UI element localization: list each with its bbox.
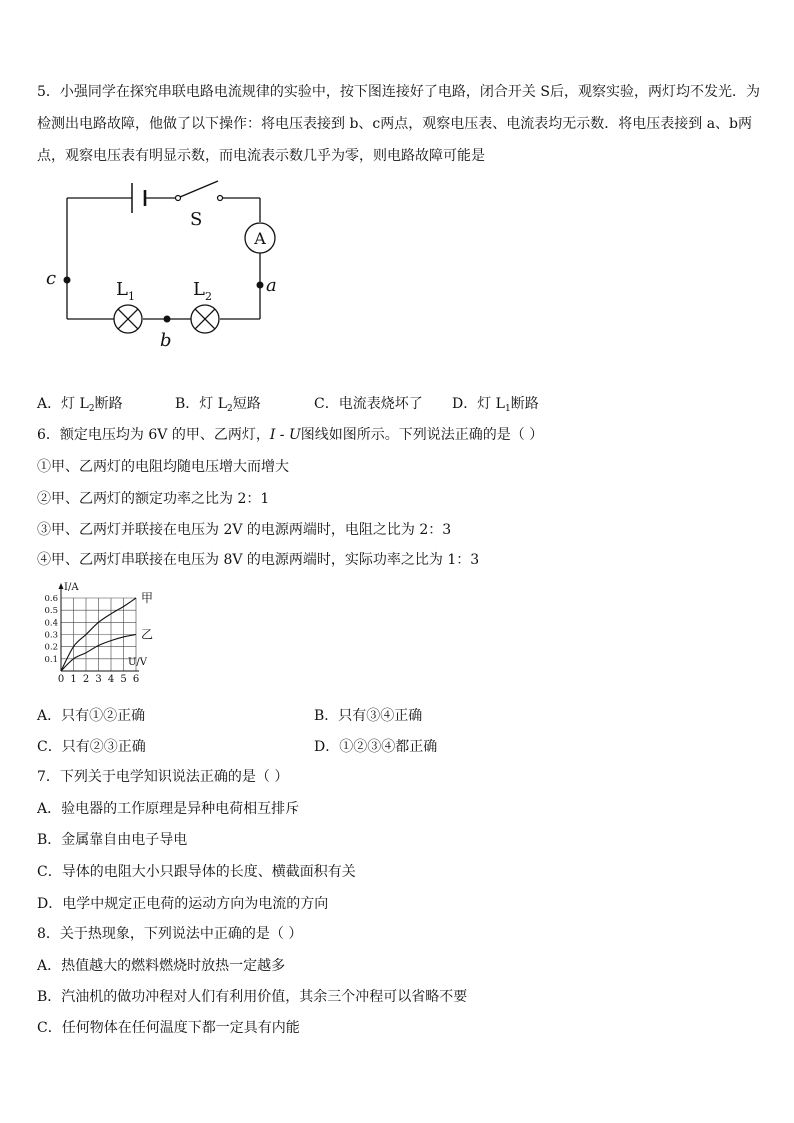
q6-statement-3: ③甲、乙两灯并联接在电压为 2V 的电源两端时，电阻之比为 2：3: [37, 522, 452, 538]
point-b-label: b: [160, 330, 172, 351]
q8-option-a: A．热值越大的燃料燃烧时放热一定越多: [37, 958, 286, 974]
lamp-l1-label: $L_1$: [116, 279, 135, 303]
y-axis-label: I/A: [64, 582, 79, 593]
q5-option-c: C．电流表烧坏了: [314, 396, 423, 412]
switch-blade: [180, 181, 218, 197]
q7-option-b: B．金属靠自由电子导电: [37, 832, 188, 848]
switch-pivot: [176, 196, 181, 201]
x-tick-label: 0: [57, 674, 65, 685]
q8-option-b: B．汽油机的做功冲程对人们有利用价值，其余三个冲程可以省略不要: [37, 989, 468, 1005]
q7-option-d: D．电学中规定正电荷的运动方向为电流的方向: [37, 896, 329, 912]
x-tick-label: 2: [82, 674, 90, 685]
y-tick-label: 0.6: [44, 594, 58, 604]
q5-stem-line-3: 点，观察电压表有明显示数，而电流表示数几乎为零，则电路故障可能是: [37, 148, 485, 164]
x-tick-label: 5: [120, 674, 127, 685]
q6-statement-4: ④甲、乙两灯串联接在电压为 8V 的电源两端时，实际功率之比为 1：3: [37, 552, 480, 568]
lamp-l2-label: $L_2$: [193, 279, 212, 303]
y-axis-arrow: [59, 583, 64, 589]
iu-graph: [37, 580, 167, 695]
q5-stem-line-2: 检测出电路故障，他做了以下操作：将电压表接到 b、c两点，观察电压表、电流表均无示数．将电压表接到 a、b两: [37, 116, 753, 132]
q6-option-d: D．①②③④都正确: [314, 739, 438, 755]
q7-stem: 7．下列关于电学知识说法正确的是（ ）: [37, 769, 289, 785]
y-tick-label: 0.2: [44, 642, 58, 653]
y-tick-label: 0.5: [44, 606, 58, 617]
q8-option-c: C．任何物体在任何温度下都一定具有内能: [37, 1020, 300, 1036]
node-b-dot: [164, 316, 171, 323]
q7-option-a: A．验电器的工作原理是异种电荷相互排斥: [37, 801, 300, 817]
point-c-label: c: [46, 268, 57, 289]
q6-option-b: B．只有③④正确: [314, 708, 423, 724]
q6-option-c: C．只有②③正确: [37, 739, 146, 755]
circuit-diagram: [30, 175, 290, 355]
q8-stem: 8．关于热现象，下列说法中正确的是（ ）: [37, 926, 303, 942]
y-tick-label: 0.3: [44, 630, 58, 641]
node-a-dot: [257, 282, 264, 289]
x-tick-label: 4: [107, 674, 115, 685]
point-a-label: a: [266, 275, 277, 296]
q6-option-a: A．只有①②正确: [37, 708, 146, 724]
x-axis-label: U/V: [128, 657, 148, 668]
x-tick-label: 3: [95, 674, 102, 685]
ammeter-label: A: [254, 229, 266, 248]
x-tick-label: 1: [70, 674, 77, 685]
q6-statement-2: ②甲、乙两灯的额定功率之比为 2：1: [37, 491, 270, 507]
node-c-dot: [64, 277, 71, 284]
series-label: 甲: [141, 591, 154, 605]
x-tick-label: 6: [132, 674, 140, 685]
q6-stem: 6．额定电压均为 6V 的甲、乙两灯，I - U图线如图所示。下列说法正确的是（ ）: [37, 427, 544, 443]
q5-stem-line-1: 5．小强同学在探究串联电路电流规律的实验中，按下图连接好了电路，闭合开关 S后，观察实验，两灯均不发光．为: [37, 84, 760, 100]
q7-option-c: C．导体的电阻大小只跟导体的长度、横截面积有关: [37, 864, 356, 880]
y-tick-label: 0.1: [44, 654, 58, 665]
q5-option-a: A．灯 $L_2$断路: [37, 396, 123, 414]
q5-option-b: B．灯 $L_2$短路: [175, 396, 261, 414]
y-tick-label: 0.4: [44, 618, 58, 629]
q5-option-d: D．灯 $L_1$断路: [452, 396, 539, 414]
q6-statement-1: ①甲、乙两灯的电阻均随电压增大而增大: [37, 459, 289, 475]
switch-contact: [218, 196, 223, 201]
series-label: 乙: [141, 627, 154, 642]
switch-label: S: [190, 209, 203, 230]
